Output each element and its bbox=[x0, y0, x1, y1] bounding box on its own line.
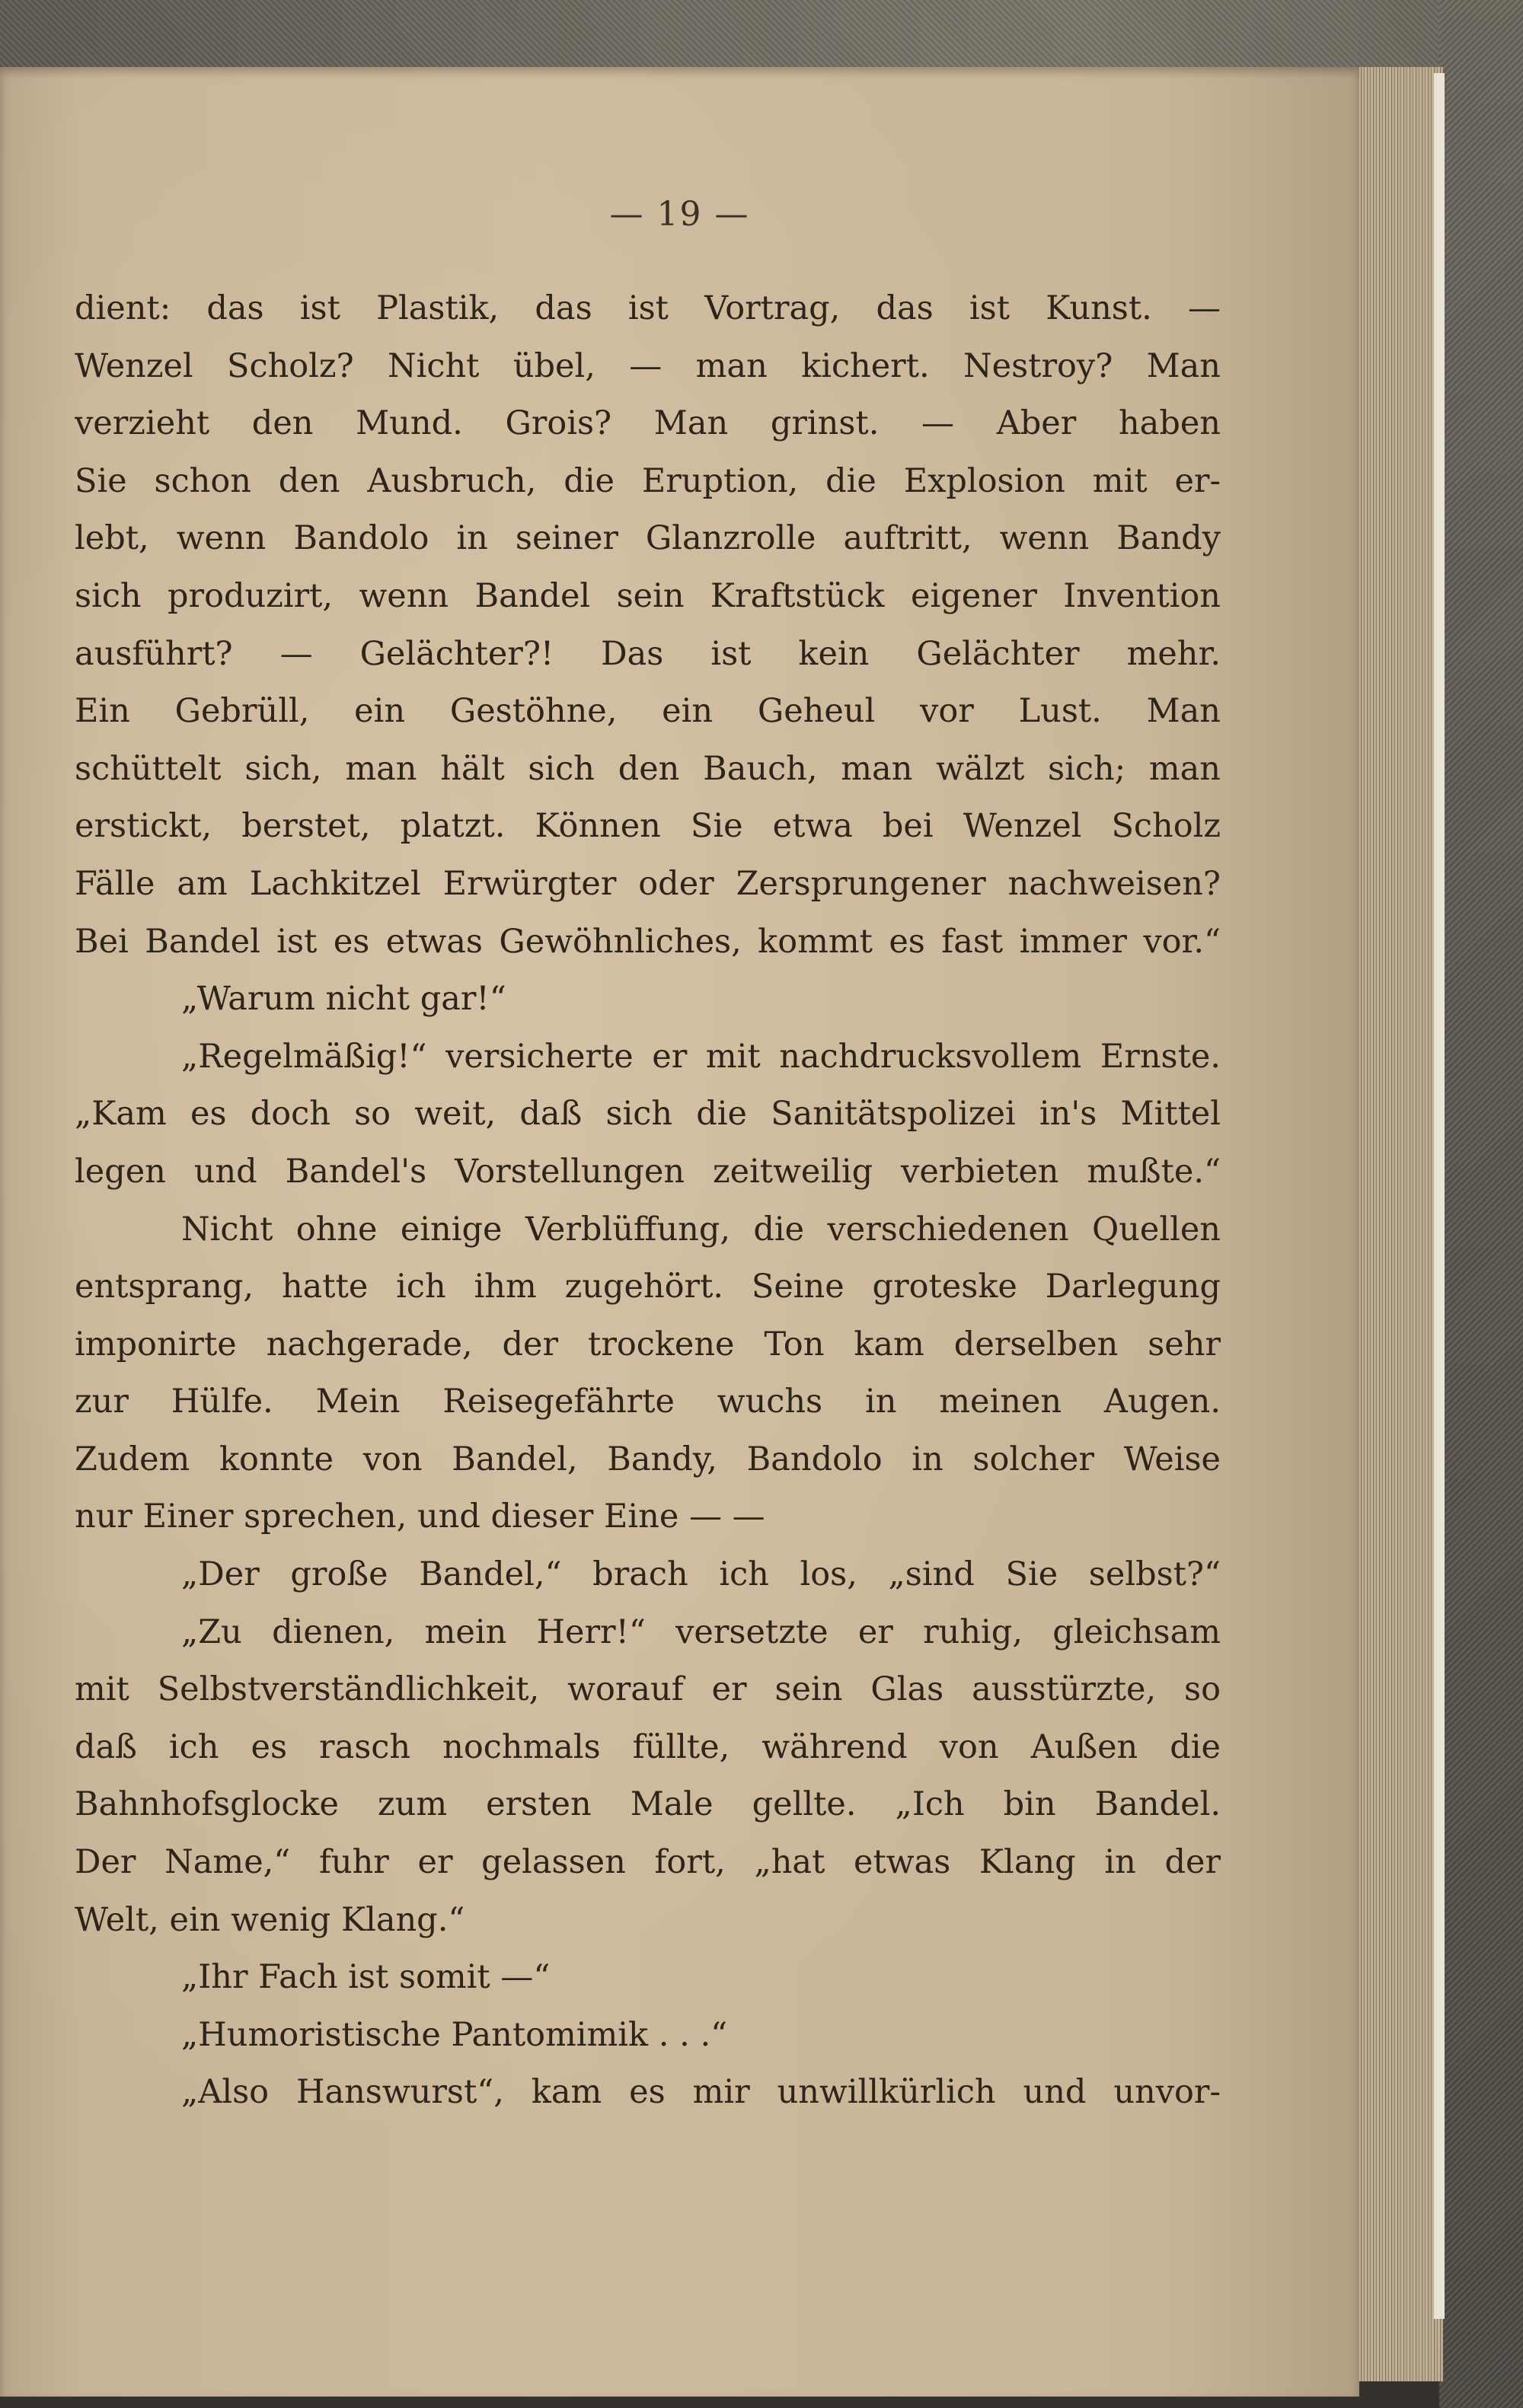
text-line: Wenzel Scholz? Nicht übel, — man kichert. Nestroy? Man bbox=[75, 346, 1221, 385]
page-number: — 19 — bbox=[609, 195, 750, 234]
text-line: daß ich es rasch nochmals füllte, während von Außen die bbox=[75, 1727, 1221, 1766]
text-line: Bei Bandel ist es etwas Gewöhnliches, kommt es fast immer vor.“ bbox=[75, 922, 1221, 961]
text-line: Welt, ein wenig Klang.“ bbox=[75, 1900, 465, 1939]
text-line: nur Einer sprechen, und dieser Eine — — bbox=[75, 1497, 765, 1536]
text-line: sich produzirt, wenn Bandel sein Kraftstück eigener Invention bbox=[75, 576, 1221, 615]
text-line: „Ihr Fach ist somit —“ bbox=[181, 1958, 551, 1997]
text-line: Fälle am Lachkitzel Erwürgter oder Zersprungener nachweisen? bbox=[75, 864, 1221, 903]
text-line: zur Hülfe. Mein Reisegefährte wuchs in meinen Augen. bbox=[75, 1383, 1221, 1421]
text-line: Bahnhofsglocke zum ersten Male gellte. „Ich bin Bandel. bbox=[75, 1785, 1221, 1824]
text-line: erstickt, berstet, platzt. Können Sie etwa bei Wenzel Scholz bbox=[75, 807, 1221, 846]
text-line: legen und Bandel's Vorstellungen zeitweilig verbieten mußte.“ bbox=[75, 1152, 1221, 1191]
text-line: Zudem konnte von Bandel, Bandy, Bandolo in solcher Weise bbox=[75, 1440, 1221, 1478]
text-line: Ein Gebrüll, ein Gestöhne, ein Geheul vor Lust. Man bbox=[75, 692, 1221, 731]
text-line: verzieht den Mund. Grois? Man grinst. — Aber haben bbox=[75, 404, 1221, 443]
text-line: schüttelt sich, man hält sich den Bauch, man wälzt sich; man bbox=[75, 749, 1221, 788]
text-line: „Kam es doch so weit, daß sich die Sanitätspolizei in's Mittel bbox=[75, 1095, 1221, 1134]
text-line: lebt, wenn Bandolo in seiner Glanzrolle auftritt, wenn Bandy bbox=[75, 519, 1221, 558]
text-line: „Der große Bandel,“ brach ich los, „sind Sie selbst?“ bbox=[181, 1555, 1221, 1594]
page-text bbox=[75, 280, 1221, 2122]
text-line: „Zu dienen, mein Herr!“ versetzte er ruhig, gleichsam bbox=[181, 1612, 1221, 1651]
text-line: dient: das ist Plastik, das ist Vortrag, das ist Kunst. — bbox=[75, 289, 1221, 327]
page-edge-strip bbox=[1434, 73, 1445, 2319]
text-line: „Regelmäßig!“ versicherte er mit nachdrucksvollem Ernste. bbox=[181, 1037, 1221, 1076]
text-line: Der Name,“ fuhr er gelassen fort, „hat etwas Klang in der bbox=[75, 1843, 1221, 1882]
book-cover-right bbox=[1439, 0, 1523, 2408]
text-line: „Warum nicht gar!“ bbox=[181, 980, 506, 1019]
text-line: imponirte nachgerade, der trockene Ton kam derselben sehr bbox=[75, 1325, 1221, 1363]
book-cover-top bbox=[0, 0, 1523, 70]
text-line: „Also Hanswurst“, kam es mir unwillkürlich und unvor- bbox=[181, 2073, 1221, 2112]
book-page bbox=[0, 67, 1359, 2397]
text-line: entsprang, hatte ich ihm zugehört. Seine groteske Darlegung bbox=[75, 1268, 1221, 1306]
text-line: Sie schon den Ausbruch, die Eruption, die Explosion mit er- bbox=[75, 461, 1221, 500]
text-line: „Humoristische Pantomimik . . .“ bbox=[181, 2015, 728, 2054]
text-line: Nicht ohne einige Verblüffung, die verschiedenen Quellen bbox=[181, 1210, 1221, 1249]
text-line: mit Selbstverständlichkeit, worauf er sein Glas ausstürzte, so bbox=[75, 1670, 1221, 1709]
text-line: ausführt? — Gelächter?! Das ist kein Gelächter mehr. bbox=[75, 634, 1221, 673]
page-edges bbox=[1355, 67, 1443, 2381]
